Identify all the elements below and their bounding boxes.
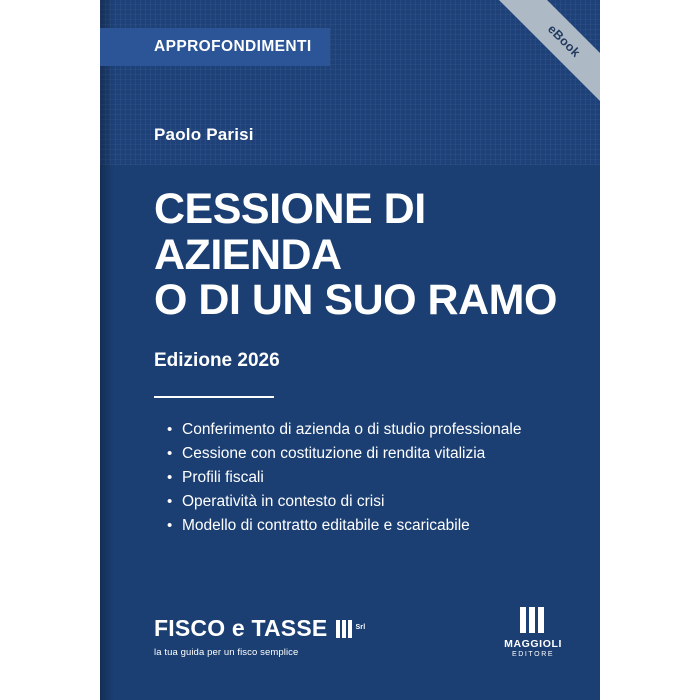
- ebook-ribbon-label: eBook: [496, 0, 600, 104]
- divider-rule: [154, 396, 274, 398]
- title-line-1: CESSIONE DI AZIENDA: [154, 185, 426, 279]
- ebook-ribbon: [496, 0, 600, 104]
- list-item: • Profili fiscali: [182, 466, 560, 490]
- maggioli-logo: [504, 607, 562, 658]
- maggioli-mark-icon: [520, 607, 547, 633]
- category-tag: APPROFONDIMENTI: [100, 28, 330, 66]
- cover-content: [154, 125, 560, 538]
- list-item: • Conferimento di azienda o di studio professionale: [182, 418, 560, 442]
- list-item: • Modello di contratto editabile e scaricabile: [182, 514, 560, 538]
- fisco-e-tasse-logo: [154, 615, 365, 658]
- list-item: • Operatività in contesto di crisi: [182, 490, 560, 514]
- edition-label: Edizione 2026: [154, 349, 280, 371]
- fisco-e-tasse-tagline: la tua guida per un fisco semplice: [154, 647, 299, 658]
- maggioli-subtitle: EDITORE: [511, 651, 555, 658]
- maggioli-name: MAGGIOLI: [504, 638, 562, 650]
- fisco-e-tasse-mini-mark: Srl: [355, 624, 366, 632]
- cover-footer: [100, 607, 600, 658]
- book-title: [154, 187, 560, 324]
- list-item: • Cessione con costituzione di rendita vitalizia: [182, 442, 560, 466]
- bars-icon: [334, 620, 352, 638]
- fisco-e-tasse-name: FISCO e TASSE: [154, 615, 328, 641]
- book-cover: [100, 0, 600, 700]
- feature-list: [154, 418, 560, 538]
- author-name: Paolo Parisi: [154, 125, 254, 144]
- title-line-2: O DI UN SUO RAMO: [154, 276, 557, 325]
- fisco-e-tasse-wordmark: [154, 615, 365, 642]
- cover-spine-shadow: [100, 0, 114, 700]
